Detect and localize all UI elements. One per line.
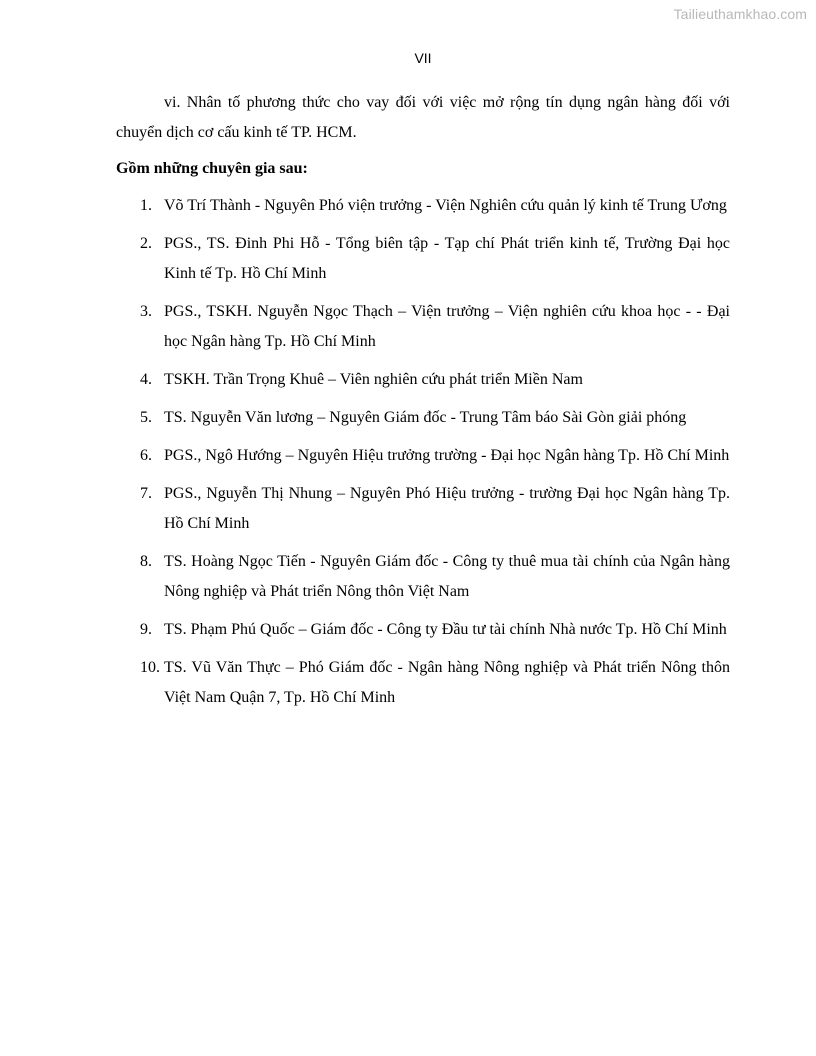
expert-item-number: 2. xyxy=(140,235,152,252)
expert-item-text: PGS., Nguyễn Thị Nhung – Nguyên Phó Hiệu trưởng - trường Đại học Ngân hàng Tp. Hồ Chí Minh xyxy=(164,485,730,532)
expert-list xyxy=(116,191,730,713)
expert-item xyxy=(116,365,730,395)
expert-item xyxy=(116,403,730,433)
expert-item-number: 4. xyxy=(140,371,152,388)
expert-item xyxy=(116,191,730,221)
expert-item-number: 1. xyxy=(140,197,152,214)
expert-item-text: TS. Nguyễn Văn lương – Nguyên Giám đốc - Trung Tâm báo Sài Gòn giải phóng xyxy=(164,409,687,426)
expert-item xyxy=(116,615,730,645)
expert-item-number: 3. xyxy=(140,303,152,320)
expert-item-text: TS. Hoàng Ngọc Tiến - Nguyên Giám đốc - Công ty thuê mua tài chính của Ngân hàng Nông nghiệp và Phát triển Nông thôn Việt Nam xyxy=(164,553,730,600)
expert-item-number: 8. xyxy=(140,553,152,570)
expert-item xyxy=(116,229,730,289)
expert-item-text: PGS., TS. Đinh Phi Hỗ - Tổng biên tập - Tạp chí Phát triển kinh tế, Trường Đại học Kinh tế Tp. Hồ Chí Minh xyxy=(164,235,730,282)
expert-item-text: TS. Phạm Phú Quốc – Giám đốc - Công ty Đầu tư tài chính Nhà nước Tp. Hồ Chí Minh xyxy=(164,621,727,638)
expert-item-number: 6. xyxy=(140,447,152,464)
watermark: Tailieuthamkhao.com xyxy=(673,6,807,22)
expert-item-text: TSKH. Trần Trọng Khuê – Viên nghiên cứu phát triển Miền Nam xyxy=(164,371,583,388)
expert-item-number: 5. xyxy=(140,409,152,426)
expert-item-number: 9. xyxy=(140,621,152,638)
page-number: VII xyxy=(414,50,432,66)
expert-item-text: TS. Vũ Văn Thực – Phó Giám đốc - Ngân hàng Nông nghiệp và Phát triển Nông thôn Việt Nam Quận 7, Tp. Hồ Chí Minh xyxy=(164,659,730,706)
expert-item xyxy=(116,441,730,471)
expert-list-heading: Gồm những chuyên gia sau: xyxy=(116,160,308,177)
intro-paragraph: vi. Nhân tố phương thức cho vay đối với việc mở rộng tín dụng ngân hàng đối với chuyển dịch cơ cấu kinh tế TP. HCM. xyxy=(116,94,730,141)
expert-item-text: PGS., Ngô Hướng – Nguyên Hiệu trưởng trường - Đại học Ngân hàng Tp. Hồ Chí Minh xyxy=(164,447,730,464)
expert-item xyxy=(116,297,730,357)
expert-item-number: 10. xyxy=(140,659,160,676)
expert-item-number: 7. xyxy=(140,485,152,502)
expert-item xyxy=(116,653,730,713)
expert-item-text: PGS., TSKH. Nguyễn Ngọc Thạch – Viện trưởng – Viện nghiên cứu khoa học - - Đại học Ngân hàng Tp. Hồ Chí Minh xyxy=(164,303,730,350)
document-body xyxy=(116,88,730,721)
expert-item xyxy=(116,479,730,539)
expert-item xyxy=(116,547,730,607)
expert-item-text: Võ Trí Thành - Nguyên Phó viện trưởng - Viện Nghiên cứu quản lý kinh tế Trung Ương xyxy=(164,197,727,214)
